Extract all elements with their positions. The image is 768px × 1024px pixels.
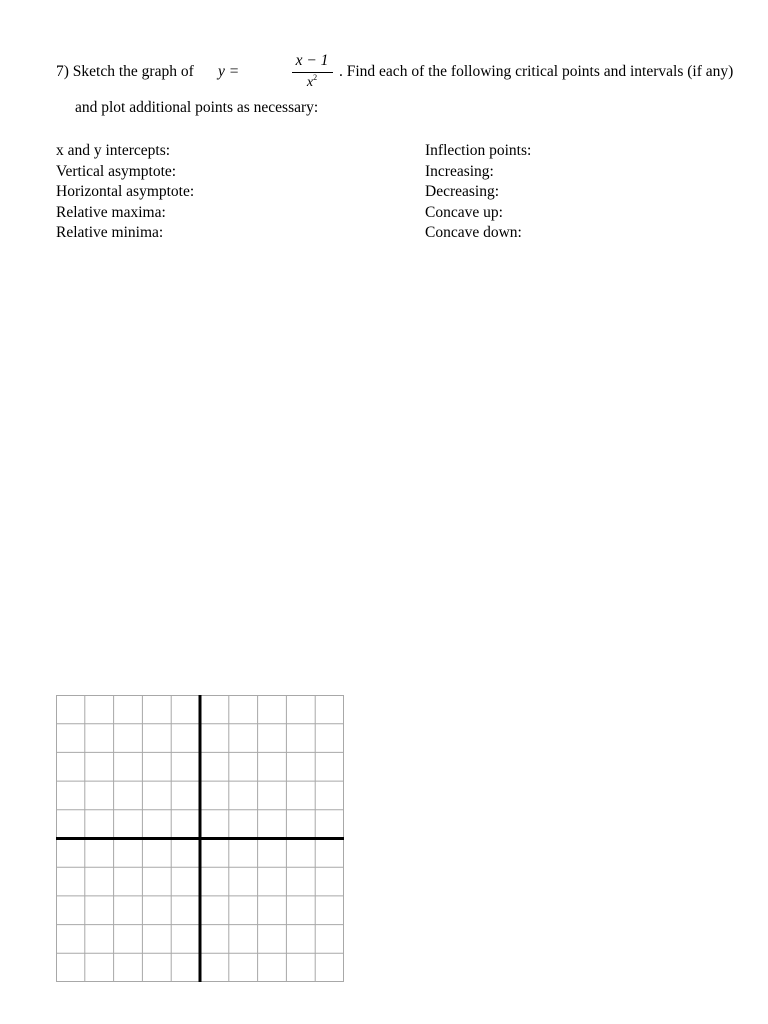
formula-numerator: x − 1 xyxy=(295,52,329,69)
label-vertical-asymptote: Vertical asymptote: xyxy=(56,162,177,180)
label-decreasing: Decreasing: xyxy=(425,183,500,200)
label-relative-maxima: Relative maxima: xyxy=(56,203,166,221)
formula-denominator xyxy=(289,73,335,91)
problem-statement xyxy=(56,52,756,92)
graph-grid-area[interactable] xyxy=(56,695,344,982)
label-intercepts: x and y intercepts: xyxy=(56,142,171,159)
label-concave-up: Concave up: xyxy=(425,203,503,221)
label-relative-minima: Relative minima: xyxy=(56,224,164,241)
problem-prefix: 7) Sketch the graph of xyxy=(56,63,194,80)
label-concave-down: Concave down: xyxy=(425,224,522,241)
y-equals: y = xyxy=(218,63,240,80)
problem-instruction: and plot additional points as necessary: xyxy=(75,99,319,116)
denominator-exponent: 2 xyxy=(313,73,318,82)
left-label-list xyxy=(56,141,194,244)
label-horizontal-asymptote: Horizontal asymptote: xyxy=(56,183,195,200)
label-inflection-points: Inflection points: xyxy=(425,142,532,159)
label-increasing: Increasing: xyxy=(425,162,494,180)
right-label-list xyxy=(425,141,531,244)
problem-suffix: . Find each of the following critical points and intervals (if any) xyxy=(339,63,734,80)
denominator-base: x xyxy=(306,75,314,90)
formula-fraction xyxy=(289,52,335,92)
graph-grid[interactable] xyxy=(56,695,344,982)
